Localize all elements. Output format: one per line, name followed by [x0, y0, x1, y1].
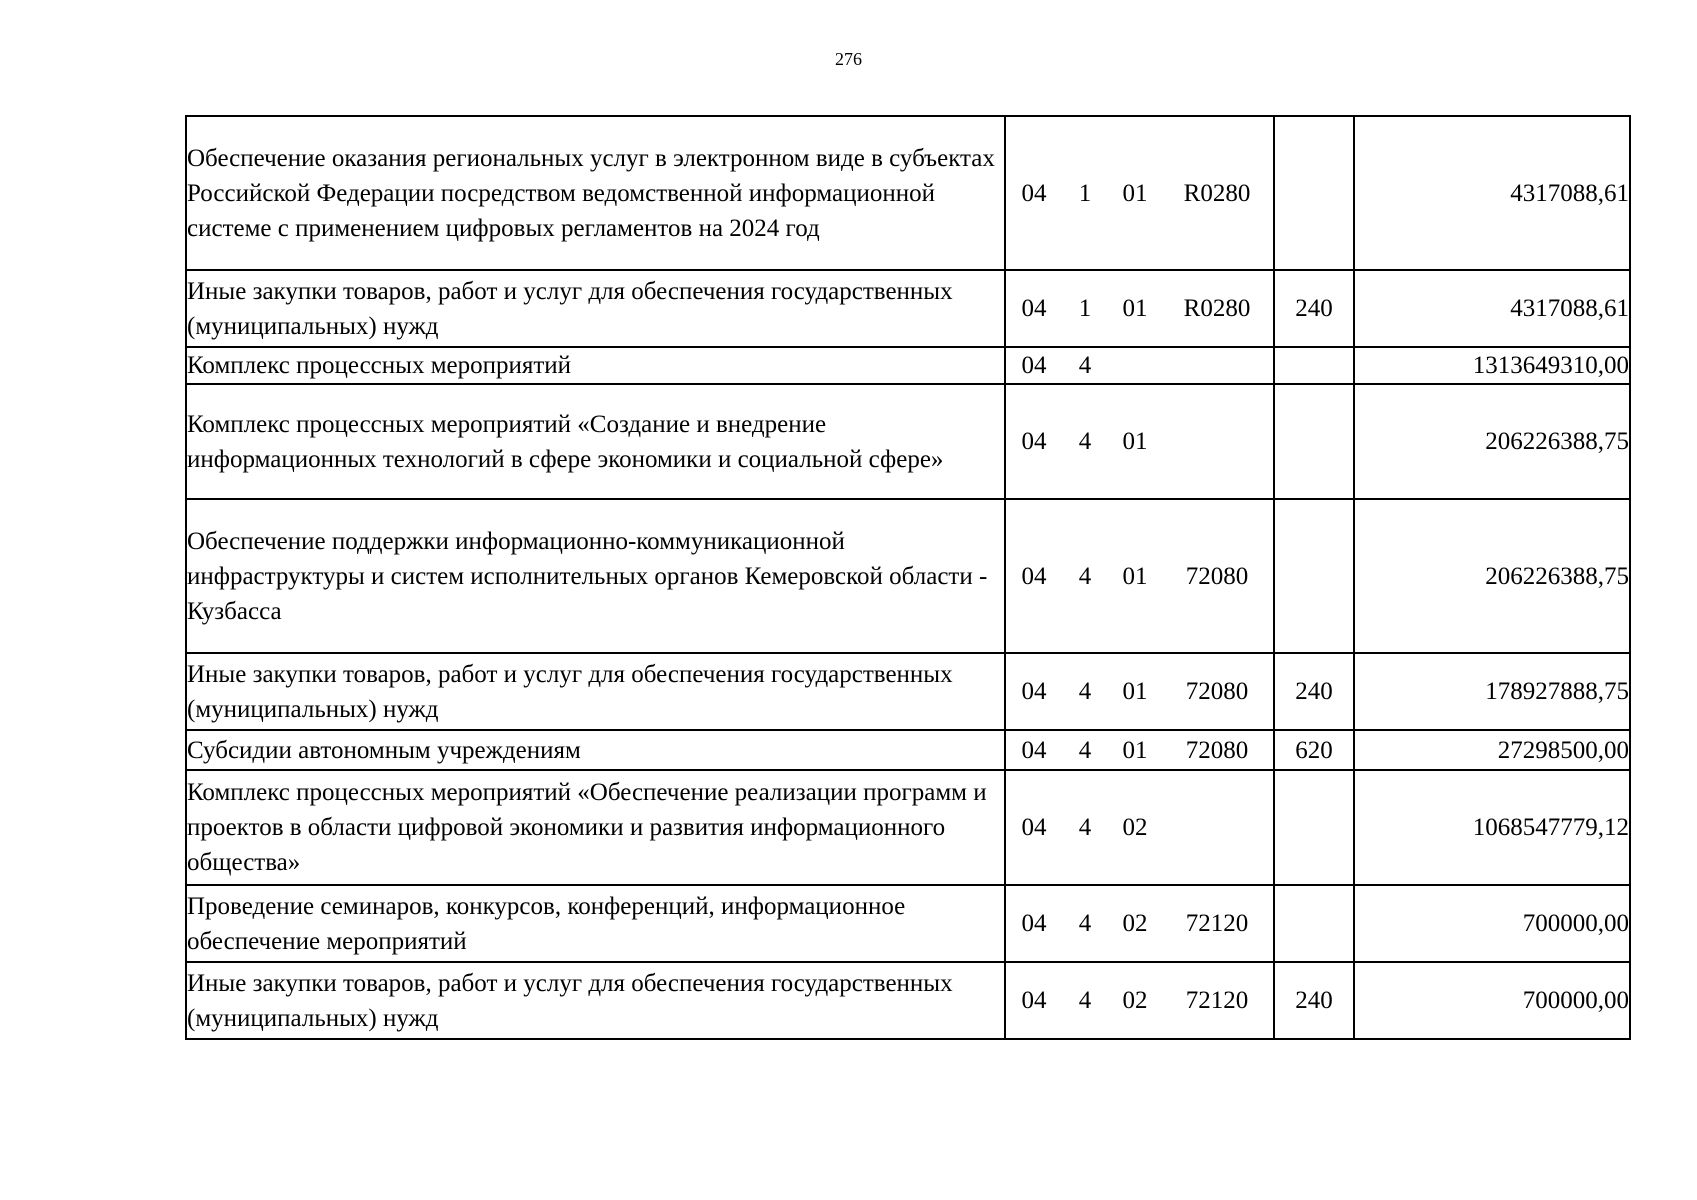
event-code: 01	[1122, 179, 1148, 207]
subprogram-code: 4	[1078, 736, 1092, 764]
table-row	[186, 770, 1630, 885]
expense-type-code	[1274, 499, 1354, 653]
direction-code: R0280	[1183, 179, 1251, 207]
expense-type-code: 620	[1274, 730, 1354, 770]
subprogram-code: 4	[1078, 814, 1092, 841]
event-code: 01	[1122, 562, 1148, 590]
classification-codes	[1005, 962, 1274, 1039]
subprogram-code: 4	[1078, 678, 1092, 705]
classification-codes	[1005, 770, 1274, 885]
row-name: Обеспечение поддержки информационно-коммуникационной инфраструктуры и систем исполнительных органов Кемеровской области - Кузбасса	[186, 499, 1005, 653]
classification-codes	[1005, 499, 1274, 653]
program-code: 04	[1021, 562, 1047, 590]
expense-type-code	[1274, 116, 1354, 270]
program-code: 04	[1021, 814, 1047, 841]
row-amount: 1313649310,00	[1354, 347, 1630, 384]
classification-codes	[1005, 885, 1274, 962]
classification-codes	[1005, 730, 1274, 770]
table-row	[186, 730, 1630, 770]
event-code: 02	[1122, 814, 1148, 841]
program-code: 04	[1021, 428, 1047, 455]
table-row	[186, 384, 1630, 499]
program-code: 04	[1021, 295, 1047, 322]
table-row	[186, 270, 1630, 347]
event-code: 01	[1122, 678, 1148, 705]
budget-table	[185, 115, 1631, 1040]
classification-codes	[1005, 347, 1274, 384]
row-name: Проведение семинаров, конкурсов, конференций, информационное обеспечение мероприятий	[186, 885, 1005, 962]
event-code: 01	[1122, 295, 1148, 322]
direction-code: 72120	[1185, 910, 1249, 937]
expense-type-code	[1274, 770, 1354, 885]
row-amount: 4317088,61	[1354, 270, 1630, 347]
table-row	[186, 653, 1630, 730]
row-name: Иные закупки товаров, работ и услуг для обеспечения государственных (муниципальных) нужд	[186, 653, 1005, 730]
row-name: Комплекс процессных мероприятий «Создание и внедрение информационных технологий в сфере экономики и социальной сфере»	[186, 384, 1005, 499]
subprogram-code: 4	[1078, 562, 1092, 590]
classification-codes	[1005, 653, 1274, 730]
subprogram-code: 1	[1078, 295, 1092, 322]
row-amount: 178927888,75	[1354, 653, 1630, 730]
page-number: 276	[835, 49, 862, 69]
program-code: 04	[1021, 736, 1047, 764]
subprogram-code: 1	[1078, 179, 1092, 207]
subprogram-code: 4	[1078, 352, 1092, 379]
classification-codes	[1005, 270, 1274, 347]
program-code: 04	[1021, 987, 1047, 1014]
row-amount: 206226388,75	[1354, 384, 1630, 499]
program-code: 04	[1021, 179, 1047, 207]
row-name: Субсидии автономным учреждениям	[186, 730, 1005, 770]
table-row	[186, 347, 1630, 384]
classification-codes	[1005, 384, 1274, 499]
direction-code: 72080	[1185, 678, 1249, 705]
direction-code: 72080	[1185, 562, 1249, 590]
subprogram-code: 4	[1078, 428, 1092, 455]
subprogram-code: 4	[1078, 987, 1092, 1014]
program-code: 04	[1021, 910, 1047, 937]
row-amount: 206226388,75	[1354, 499, 1630, 653]
row-amount: 700000,00	[1354, 962, 1630, 1039]
table-row	[186, 116, 1630, 270]
row-amount: 27298500,00	[1354, 730, 1630, 770]
row-name: Обеспечение оказания региональных услуг в электронном виде в субъектах Российской Федерации посредством ведомственной информационной системе с применением цифровых регламентов на 2024 год	[186, 116, 1005, 270]
expense-type-code	[1274, 347, 1354, 384]
direction-code: 72120	[1185, 987, 1249, 1014]
row-name: Комплекс процессных мероприятий «Обеспечение реализации программ и проектов в области цифровой экономики и развития информационного общества»	[186, 770, 1005, 885]
event-code: 01	[1122, 428, 1148, 455]
expense-type-code	[1274, 384, 1354, 499]
program-code: 04	[1021, 678, 1047, 705]
subprogram-code: 4	[1078, 910, 1092, 937]
table-row	[186, 962, 1630, 1039]
table-row	[186, 499, 1630, 653]
event-code: 02	[1122, 987, 1148, 1014]
row-amount: 700000,00	[1354, 885, 1630, 962]
direction-code: 72080	[1185, 736, 1249, 764]
expense-type-code: 240	[1274, 270, 1354, 347]
row-amount: 4317088,61	[1354, 116, 1630, 270]
event-code: 02	[1122, 910, 1148, 937]
direction-code: R0280	[1183, 295, 1251, 322]
program-code: 04	[1021, 352, 1047, 379]
table-row	[186, 885, 1630, 962]
row-amount: 1068547779,12	[1354, 770, 1630, 885]
row-name: Комплекс процессных мероприятий	[186, 347, 1005, 384]
expense-type-code: 240	[1274, 653, 1354, 730]
expense-type-code: 240	[1274, 962, 1354, 1039]
expense-type-code	[1274, 885, 1354, 962]
row-name: Иные закупки товаров, работ и услуг для обеспечения государственных (муниципальных) нужд	[186, 270, 1005, 347]
classification-codes	[1005, 116, 1274, 270]
row-name: Иные закупки товаров, работ и услуг для обеспечения государственных (муниципальных) нужд	[186, 962, 1005, 1039]
event-code: 01	[1122, 736, 1148, 764]
